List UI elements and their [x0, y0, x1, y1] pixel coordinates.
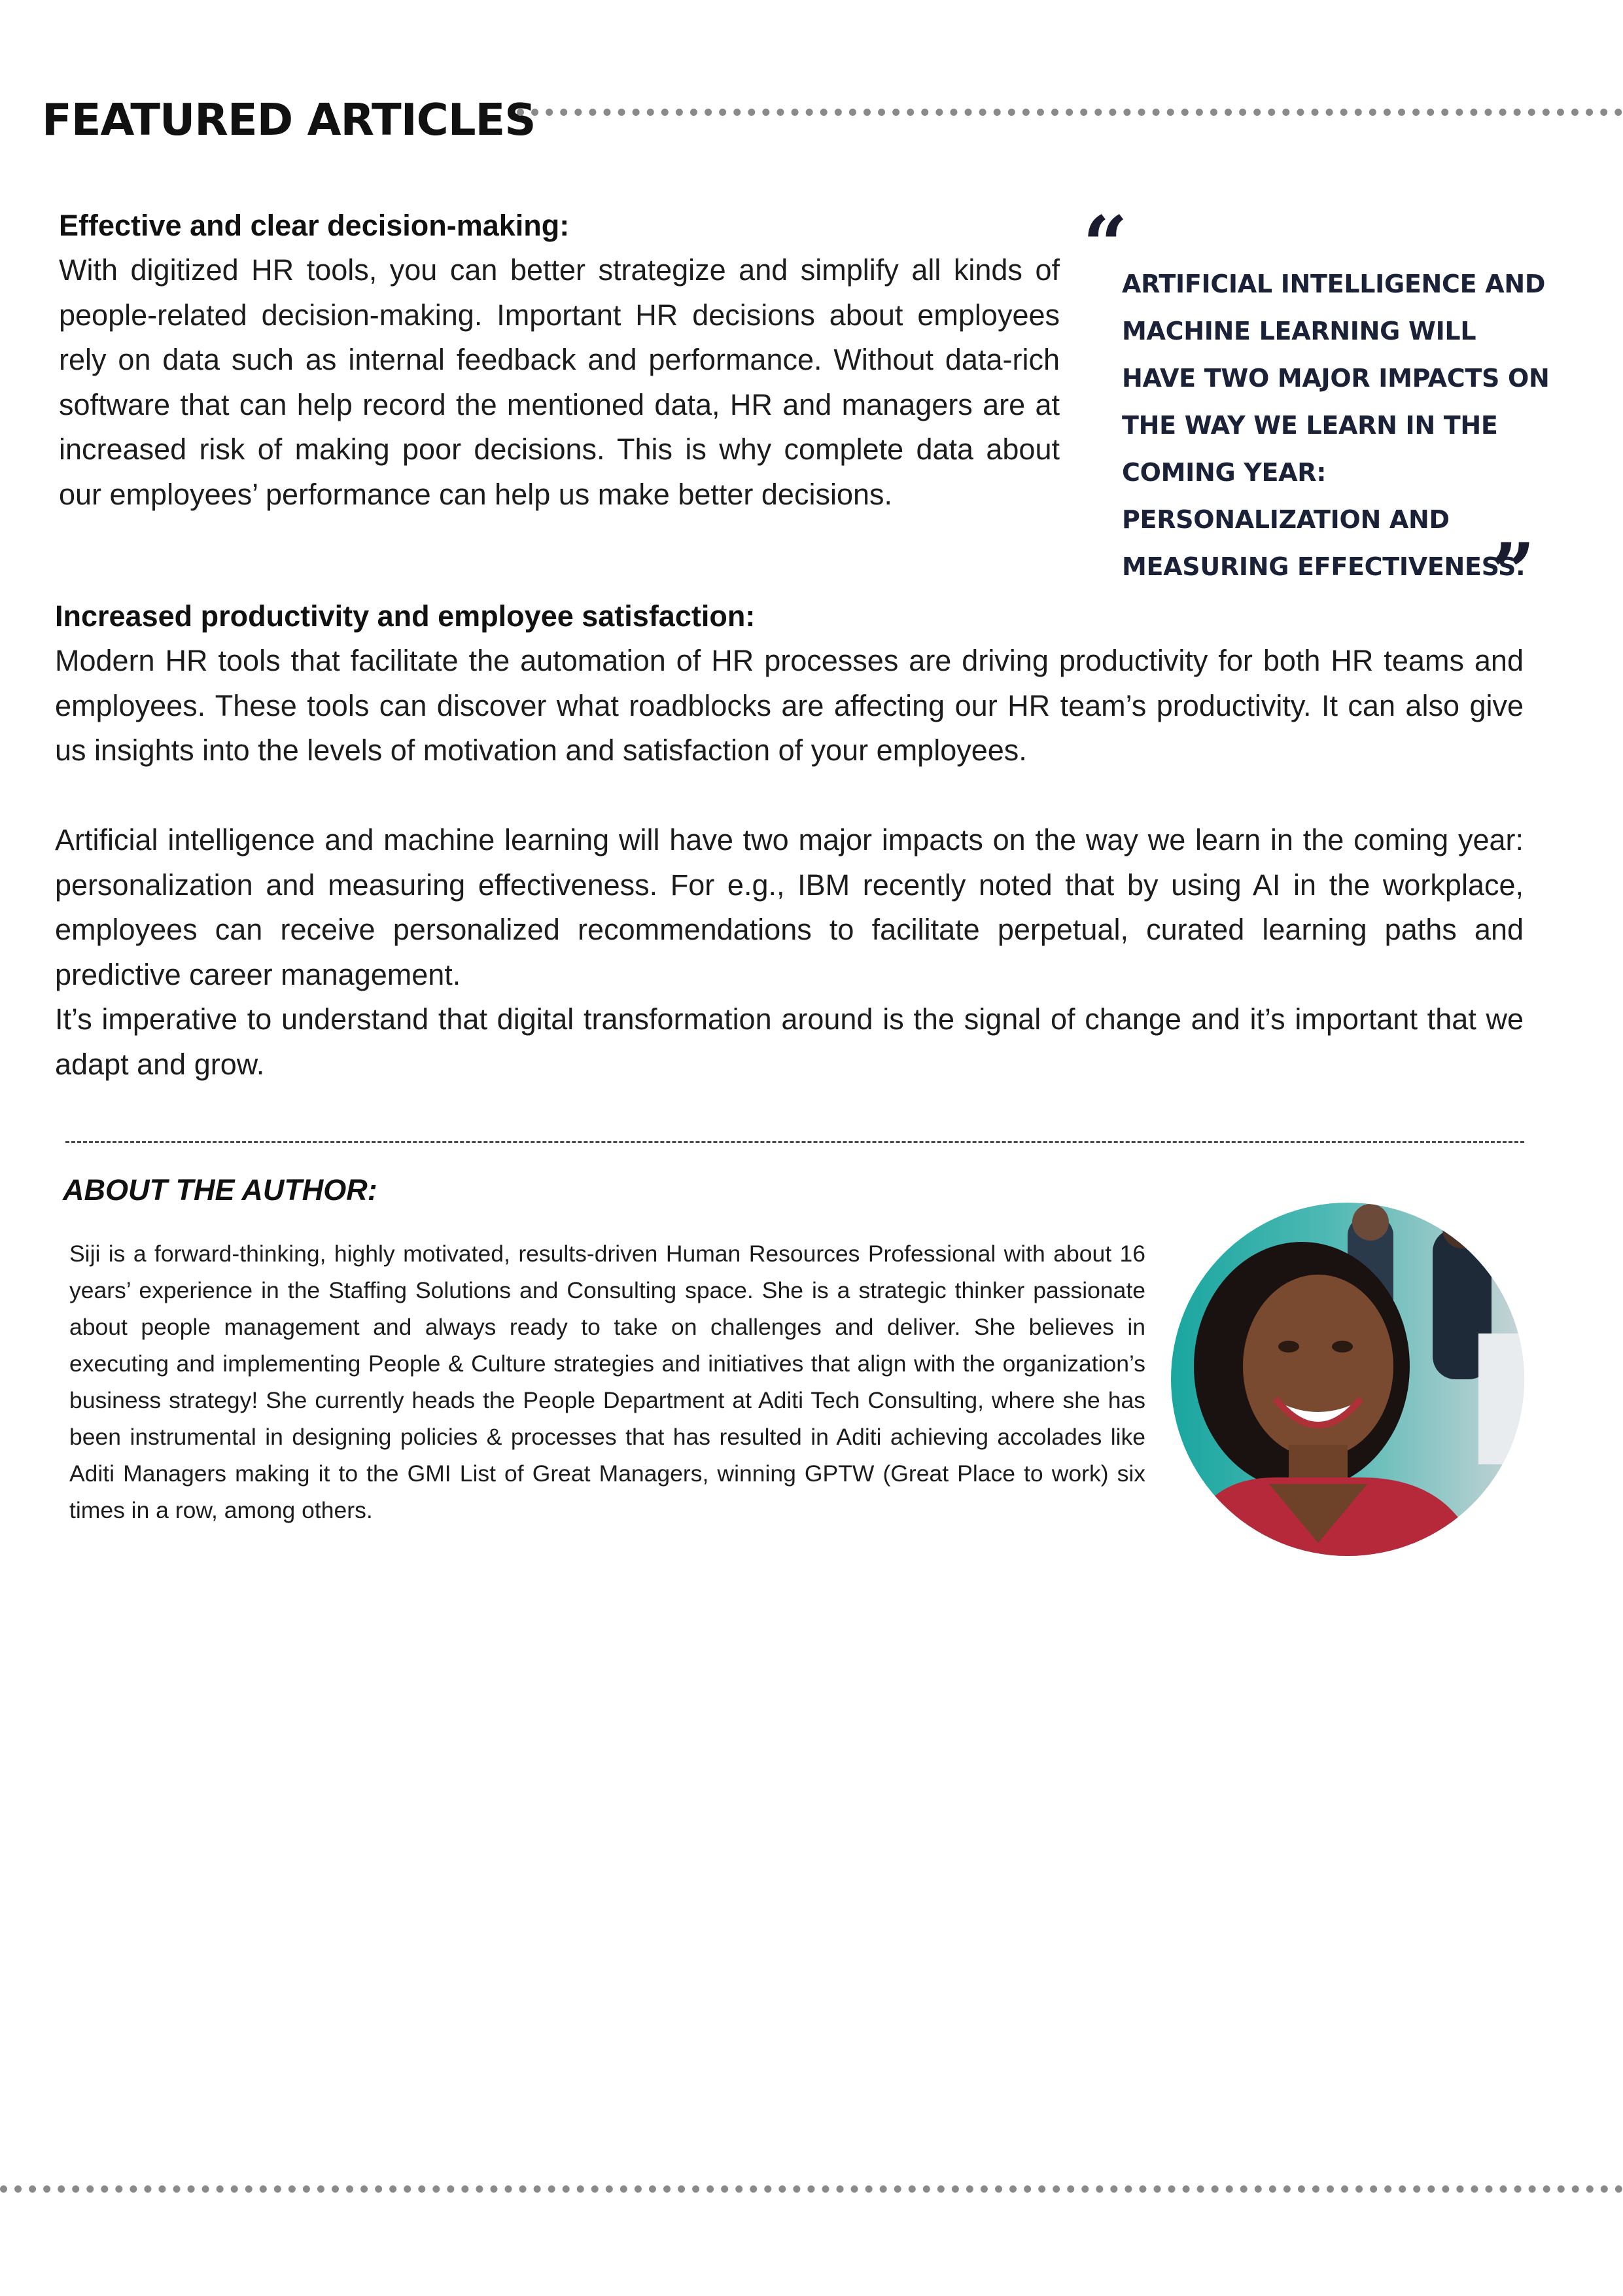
paragraph: Artificial intelligence and machine learning will have two major impacts on the way we learn in the coming year: personalization and measuring effectiveness. For e.g., IBM recently noted that by using AI in the workplace, employees can receive personalized recommendations to facilitate perpetual, curated learning paths and predictive career management. — [55, 823, 1524, 991]
page-title: FEATURED ARTICLES — [42, 94, 536, 145]
section-body-productivity — [55, 639, 1524, 1087]
author-portrait-icon — [1171, 1203, 1524, 1556]
open-quote-icon: “ — [1083, 199, 1128, 291]
dashed-divider — [65, 1141, 1524, 1143]
about-author-heading: ABOUT THE AUTHOR: — [63, 1173, 377, 1207]
close-quote-icon: ” — [1490, 526, 1536, 618]
paragraph: With digitized HR tools, you can better strategize and simplify all kinds of people-related decision-making. Important HR decisions about employees rely on data such as internal feedback and performance. Without data-rich software that can help record the mentioned data, HR and managers are at increased risk of making poor decisions. This is why complete data about our employees’ performance can help us make better decisions. — [59, 253, 1060, 511]
author-portrait-avatar — [1171, 1203, 1524, 1556]
section-heading-productivity: Increased productivity and employee satisfaction: — [55, 599, 756, 633]
header-dotted-divider — [517, 109, 1622, 116]
paragraph: It’s imperative to understand that digital transformation around is the signal of change and it’s important that we adapt and grow. — [55, 1002, 1524, 1081]
footer-dotted-divider — [0, 2185, 1623, 2193]
paragraph: Modern HR tools that facilitate the automation of HR processes are driving productivity for both HR teams and employees. These tools can discover what roadblocks are affecting our HR team’s productivity. It can also give us insights into the levels of motivation and satisfaction of your employees. — [55, 644, 1524, 767]
about-author-bio: Siji is a forward-thinking, highly motivated, results-driven Human Resources Professional with about 16 years’ experience in the Staffing Solutions and Consulting space. She is a strategic thinker passionate about people management and always ready to take on challenges and deliver. She believes in executing and implementing People & Culture strategies and initiatives that align with the organization’s business strategy! She currently heads the People Department at Aditi Tech Consulting, where she has been instrumental in designing policies & processes that has resulted in Aditi achieving accolades like Aditi Managers making it to the GMI List of Great Managers, winning GPTW (Great Place to work) six times in a row, among others. — [69, 1241, 1145, 1523]
section-body-decision-making — [59, 248, 1060, 517]
pull-quote-text: ARTIFICIAL INTELLIGENCE AND MACHINE LEARNING WILL HAVE TWO MAJOR IMPACTS ON THE WAY WE LEARN IN THE COMING YEAR: PERSONALIZATION AND MEASURING EFFECTIVENESS. — [1122, 270, 1550, 581]
section-heading-decision-making: Effective and clear decision-making: — [59, 209, 570, 242]
